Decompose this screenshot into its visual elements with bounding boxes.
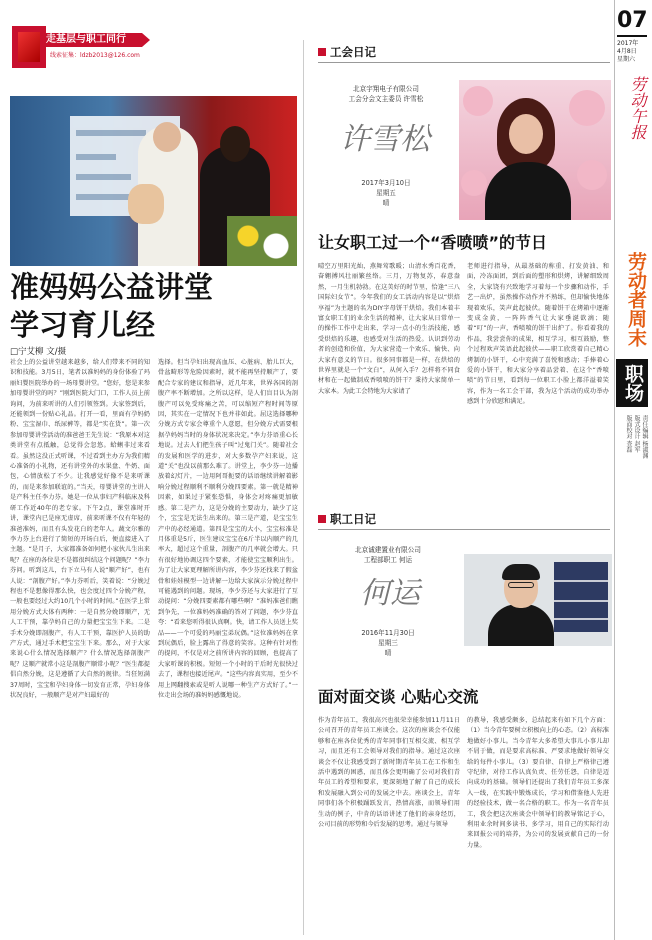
baby-doll [128, 184, 164, 224]
diary1-org: 北京宇翔电子有限公司 工会分会文主委员 许雪松 [348, 85, 424, 103]
section-name: 劳动者周末 [625, 252, 647, 347]
column-logo [12, 26, 46, 68]
left-article-col2: 选择。但当孕妇出现高血压、心脏病、胎儿巨大，骨盆畸形等危险因素时，就不能再坚持顺产了，要配合专家的建议和指导，近几年来，世界各国的剖腹产率不断增加。之所以这样，是人们盲目认为剖腹产可以免受疼痛之苦，可以缩短产程时间等原因，其实在一定情况下也并非如此。屈这选择哪种分娩方式专家会尊重个人意愿，但分娩方式需要根据孕妈妈当时的身体状况来决定。”李力芬语重心长地说。过去人们把生孩子叫“过鬼门关”。随着社会的发展和医学的进步，对大多数孕产妇来说，这道“关”也没以前那么难了。讲堂上，李少芬一边播放着幻灯片，一边用阿哥扼要的话语继续讲解着影响分娩过程顺利不顺利分娩四要素。第一就是精神因素，如果过于紧张恐惧，身体会对疼痛更加敏感。第二是产力，这是分娩的主要动力，缺少了这个，宝宝是无法生出来的。第三是产道，是宝宝生产中的必经通道。第四是宝宝的大小，宝宝标准是月体重是5斤，医生建议宝宝在6斤半以内顺产的几率大，超过这个重量，剖腹产的几率就会增大。只有很好地协调这四个要素，才能使宝宝顺利出生。为了让大家更理解所讲内容，李少芬还找来了假盆骨和娃娃模型一边讲解一边给大家演示分娩过程中可能遇到的问题。现场，李少芬还与大家进行了互动提问：“分娩四要素都有哪些啊？”准妈准爸们瞧到争先，一位准妈妈准确的答对了问题，李少芬直夸：“看来您听得很认真啊。快，请工作人员送上奖品——一个可爱的玛丽宝弟玩偶。”这位准妈妈在拿到玩偶后，脸上露出了得意的笑容。这种有针对性的提问，不仅是对之前所讲内容的回顾，也提高了大家听课的积极。短短一个小时的干后时光很快过去了，课程也接近尾声。“这些内容真实用，至少不用上网翻搜索或是听人说哪一种生产方式好了。”一位走出会场的准妈妈感慨地说。 [158, 359, 298, 699]
editor-credits: 责任编辑 杨淑渊 版式设计 赵军 版面校对 查磊 [625, 415, 648, 459]
lecture-photo [10, 96, 297, 266]
union-diary-rule [318, 62, 610, 63]
diary1-col1: 晴空万里阳光灿，燕舞莺歌暖；山清水秀百花香，奋翱搏风壮丽繁丝络。三月，万物复苏，春意盎然，一月生机勃勃。在这美好的时节里，恰逢“三八国际妇女节”。今年我们的女工活动内容是以“烘焙享福”为主题的名为DIY字母饼干烘焙。我们本着丰富女职工们的业余生活的精神，让大家从日常单一的操作工作中走出来，学习一点小的生活技能，感受烘焙的乐趣，也感受对生活的热爱。认识到劳动者的创造和价值，为大家营造一个欢乐、愉快、向大家有意义的节日。很多同事都是一样，在烘焙的世界里就是一个“文白”，从何入手？怎样将不同食材和在一起做制成香喷喷的饼干？秉持大家简单一大家本。为此工会特地为大家请了 [318, 263, 460, 395]
left-article-col1: 社会上的公益讲堂越来越多，给人们带来不同的知识和技能。3月5日，笔者以准妈妈的身份体验了玛丽妇婴医院举办的一场母婴讲堂。“您好，您是来参加母婴讲堂的吗？”刚到医院大门口，工作人员上前询问，为前来听讲的人们引领签到。大家签到后，还能领到一份贴心礼品。打开一看，里面有孕妈奶粉、宝宝湿巾、纸尿裤等，都是“实在货”。第一次参加母婴讲堂活动的准爸爸王先生说：“我原本对这类讲堂有点抵触，总觉得会忽悠。蛤蜊非过来看看。虽然这没正式听课，不过看到主办方为我们精心准备的小礼物，还有讲堂外的水果盘、牛奶、面包，心情放松了不少。让我感觉好像不是来听课的，而是来参加联谊的。”当天，母婴讲堂的主讲人是产科主任李力芬。她是一位从事妇产科临床及科研工作近40年的老专家。下午2点，课堂准时开讲，课堂内已是座无虚席，前来听课不仅有年轻的准爸准妈，而且有头发花白的老年人。蔬文尔雅的李力芬上台进行了简短的开场白后，便直接进入了主题。“是月子，大家都准备如何把小家伙儿生出来呢？在座的各位是不是都很纠结这个问题呢？”李力芬问。听到这儿，台下立马有人说“顺产好”，也有人说：“剖腹产好。”李力芬听后，笑着说：“分娩过程也不是想像得那么快，也会度过四个分娩产程，一般也要经过大约10几个小时的时间。”在医学上常用分娩方式大体有两种：一是自然分娩即顺产，无人工干预，靠孕妈自己的力量把宝宝生下来。二是手术分娩即剖腹产，有人工干预，靠医护人员的助产方式，通过手术把宝宝生下来。那么，对于大家来说心什么情况选择顺产？什么情况选择剖腹产呢？这顺产就常小这是剖腹产顺常小呢？“医生都提倡自然分娩，这是遵循了大自然的规律。当狂短满37周时，宝宝和孕妇身体一切发育正常，孕妇身体状况良好，一般顺产是对产妇最好的 [10, 359, 150, 699]
diary2-signature: 何运 [360, 576, 420, 611]
left-byline: □宁艾柳 文/摄 [10, 347, 67, 357]
issue-date: 2017年 4月8日 星期六 [617, 40, 639, 63]
left-headline: 准妈妈公益讲堂 学习育儿经 [10, 270, 214, 342]
diary2-headline: 面对面交谈 心贴心交流 [318, 688, 479, 706]
diary2-col2: 的教导，我感受颇多，总结起来有如下几个方面：（1）当今青年要树立积极向上的心态。（2）高标准地做好小事儿。当今青年大多希望大事儿小事儿却不屑于做，而是要求高标准、严要求地做好领导交给的每件小事儿。（3）要自律、自律上严格律己遵守纪律，对待工作认真负责、任劳任怨，自律是迈向成功的基础。领导们还提出了我们青年员工多深入一线，在实践中锻炼成长，学习和借鉴他人先进的经验技术，做一名合格的职工。作为一名青年员工，我会把这次座谈会中领导们的教导铭记于心，利用业余时间多读书、多学习，用自己的实际行动来回报公司的培养，为公司的发展贡献自己的一份力量。 [467, 717, 609, 849]
diary2-col1: 作为青年员工，我很高兴也很荣幸能参加11月11日公司召开的青年员工座谈会。这次的座谈会不仅能够和在座各位优秀的青年同事们互相交流、相互学习，而且还有工会领导对我们的指导。通过这次座谈会不仅让我感受到了新时期青年员工在工作和生活中遇到的困惑，而且体会更明确了公司对我们青年员工的希望和要求，更深刻地了解了自己的成长和发展融入到公司的发展之中去。座谈会上，青年同事们各个积极踊跃发言，热情高涨，而领导们用生动的例子，中肯的话语讲述了他们的亲身经历，公司目前的形势和今后发展的思考。通过与领导 [318, 717, 460, 829]
diary2-author-photo [464, 554, 612, 646]
column-divider [303, 40, 304, 935]
diary2-date: 2016年11月30日 星期三 晴 [361, 629, 415, 657]
section-category: 职场 [616, 359, 648, 407]
diary1-author-photo [459, 80, 611, 220]
flower-arrangement [227, 216, 297, 266]
column-title: 走基层与职工同行 [44, 33, 142, 47]
newspaper-brand: 劳动午报 [628, 76, 647, 140]
diary1-col2: 老师进行指导，从最基础的称重、打发黄油、和面，冷冻面团，到后面的塑形和烘烤，讲解细致周全，大家饶有兴致地学习着每一个步骤和动作，手艺一出炉，虽然操作动作并不熟练，但却愉快地体现着欢乐，笑声此起彼伏。随着饼干在烤箱中逐渐变成金黄，一阵阵香气让大家垂涎欲滴；随着“叮”的一声，香喷喷的饼干出炉了。你看着我的作品，我尝尝你的成果，相互学习，相互鼓励，整个过程欢声笑语此起彼伏——职工欣赏着自己精心烤制的小饼干，心中充满了喜悦和感动；手捧着心爱的小饼干，和大家分享着品尝着、在这个“香喷喷”的节日里，看到每一位职工小脸上都洋溢着笑容，作为一名工会干部，我为这个活动的成功举办感到十分欣慰和满足。 [467, 263, 609, 406]
host-head [220, 126, 250, 162]
diary1-date: 2017年3月10日 星期五 晴 [361, 179, 411, 207]
diary1-signature: 许雪松 [340, 122, 430, 157]
page-number-rule [617, 35, 647, 37]
page-number: 07 [617, 8, 648, 33]
diary1-headline: 让女职工过一个“香喷喷”的节日 [318, 233, 548, 252]
side-strip-divider [614, 0, 615, 940]
contact-line: 线索征集：ldzb2013@126.com [50, 52, 140, 59]
worker-diary-label: 职工日记 [318, 511, 376, 527]
diary2-org: 北京诚建置业有限公司 工程部职工 何运 [355, 546, 421, 564]
lecturer-head [153, 122, 181, 152]
union-diary-label: 工会日记 [318, 44, 376, 60]
worker-diary-rule [318, 529, 610, 530]
